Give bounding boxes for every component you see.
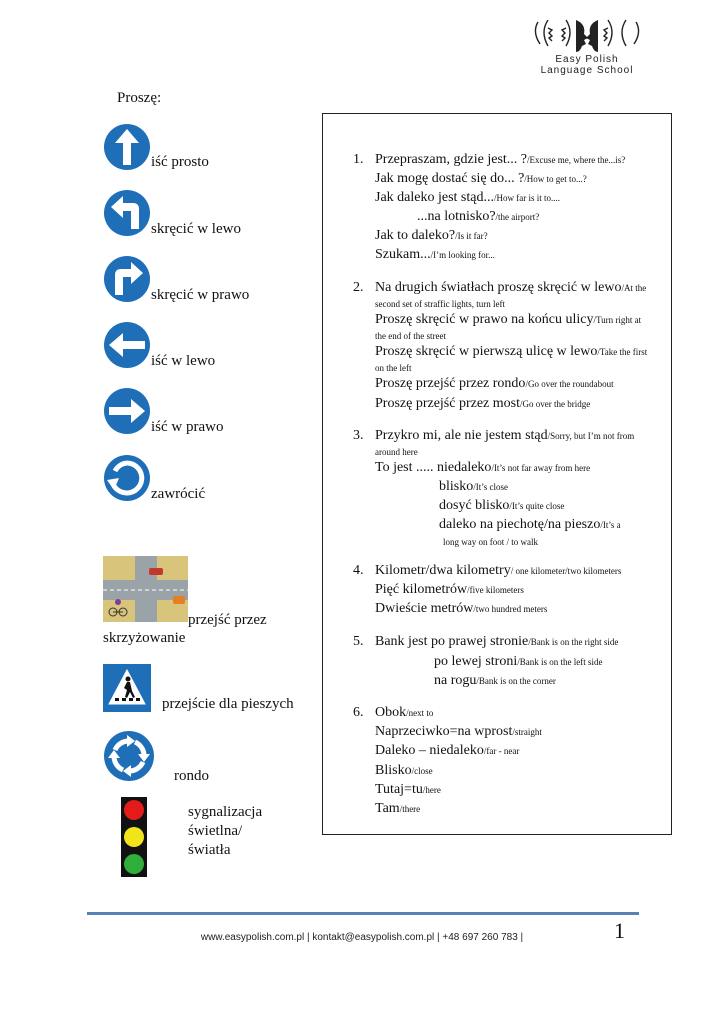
traffic-light-icon <box>121 797 147 877</box>
phrase-2-2: Proszę skręcić w prawo na końcu ulicy/Turn right at <box>375 312 642 327</box>
phrase-2-2b: the end of the street <box>375 331 446 341</box>
phrase-1-2: Jak mogę dostać się do... ?/How to get to...? <box>375 171 587 186</box>
phrase-6-3: Daleko – niedaleko/far - near <box>375 743 520 758</box>
sign-label-u-turn: zawrócić <box>151 486 206 502</box>
phrase-1-5: Jak to daleko?/Is it far? <box>375 228 488 243</box>
sign-label-lights-1: sygnalizacja <box>188 804 263 820</box>
faces-logo-icon <box>532 14 642 54</box>
phrase-6-4: Blisko/close <box>375 763 433 778</box>
footer-divider <box>87 912 639 915</box>
phrase-4-2: Pięć kilometrów/five kilometers <box>375 582 524 597</box>
crossroads-icon <box>103 556 188 622</box>
pedestrian-crossing-icon <box>103 664 151 712</box>
roundabout-icon <box>103 730 155 782</box>
sign-label-lights-2: świetlna/ <box>188 823 243 839</box>
u-turn-icon <box>103 454 151 502</box>
sign-label-straight: iść prosto <box>151 154 209 170</box>
phrase-3-4: dosyć blisko/It’s quite close <box>439 498 565 513</box>
phrase-3-2: To jest ..... niedaleko/It’s not far away from here <box>375 460 591 475</box>
phrase-6-1: 6. Obok/next to <box>353 705 434 720</box>
phrase-2-3b: on the left <box>375 363 412 373</box>
sign-label-go-right: iść w prawo <box>151 419 224 435</box>
sign-label-crossroads-1: przejść przez <box>188 612 267 628</box>
phrase-6-6: Tam/there <box>375 801 421 816</box>
phrase-3-3: blisko/It’s close <box>439 479 508 494</box>
logo <box>532 14 642 78</box>
phrase-5-2: po lewej stroni/Bank is on the left side <box>434 654 603 669</box>
arrow-right-icon <box>103 387 151 435</box>
intro-heading: Proszę: <box>117 90 162 106</box>
phrase-2-1b: second set of straffic lights, turn left <box>375 299 506 309</box>
phrase-3-1: 3. Przykro mi, ale nie jestem stąd/Sorry, but I’m not from <box>353 428 635 443</box>
turn-left-icon <box>103 189 151 237</box>
sign-label-crossroads-2: skrzyżowanie <box>103 630 186 646</box>
phrase-6-2: Naprzeciwko=na wprost/straight <box>375 724 542 739</box>
phrase-6-5: Tutaj=tu/here <box>375 782 441 797</box>
phrase-3-1b: around here <box>375 447 418 457</box>
sign-label-turn-right: skręcić w prawo <box>151 287 250 303</box>
sign-label-roundabout: rondo <box>174 768 209 784</box>
turn-right-icon <box>103 255 151 303</box>
sign-label-turn-left: skręcić w lewo <box>151 221 241 237</box>
phrase-2-4: Proszę przejść przez rondo/Go over the roundabout <box>375 376 614 391</box>
phrase-3-5: daleko na piechotę/na pieszo/It’s a <box>439 517 621 532</box>
logo-line2: Language School <box>540 65 634 76</box>
arrow-up-icon <box>103 123 151 171</box>
phrase-2-3: Proszę skręcić w pierwszą ulicę w lewo/Take the first <box>375 344 648 359</box>
phrase-1-1: 1. Przepraszam, gdzie jest... ?/Excuse me, where the...is? <box>353 152 626 167</box>
sign-label-pedestrian: przejście dla pieszych <box>162 696 294 712</box>
phrase-2-1: 2. Na drugich światłach proszę skręcić w lewo/At the <box>353 280 647 295</box>
phrase-2-5: Proszę przejść przez most/Go over the bridge <box>375 396 591 411</box>
phrase-4-3: Dwieście metrów/two hundred meters <box>375 601 548 616</box>
page-number: 1 <box>614 918 625 943</box>
sign-label-go-left: iść w lewo <box>151 353 216 369</box>
phrase-3-5b: long way on foot / to walk <box>443 537 538 547</box>
phrase-4-1: 4. Kilometr/dwa kilometry/ one kilometer/two kilometers <box>353 563 622 578</box>
phrase-1-6: Szukam.../I’m looking for... <box>375 247 495 262</box>
logo-line1: Easy Polish <box>555 54 619 65</box>
phrase-5-3: na rogu/Bank is on the corner <box>434 673 556 688</box>
phrase-1-3: Jak daleko jest stąd.../How far is it to.... <box>375 190 560 205</box>
footer-contact: www.easypolish.com.pl | kontakt@easypolish.com.pl | +48 697 260 783 | <box>200 932 524 943</box>
phrase-5-1: 5. Bank jest po prawej stronie/Bank is on the right side <box>353 634 619 649</box>
sign-label-lights-3: światła <box>188 842 231 858</box>
phrase-1-4: ...na lotnisko?/the airport? <box>417 209 540 224</box>
arrow-left-icon <box>103 321 151 369</box>
